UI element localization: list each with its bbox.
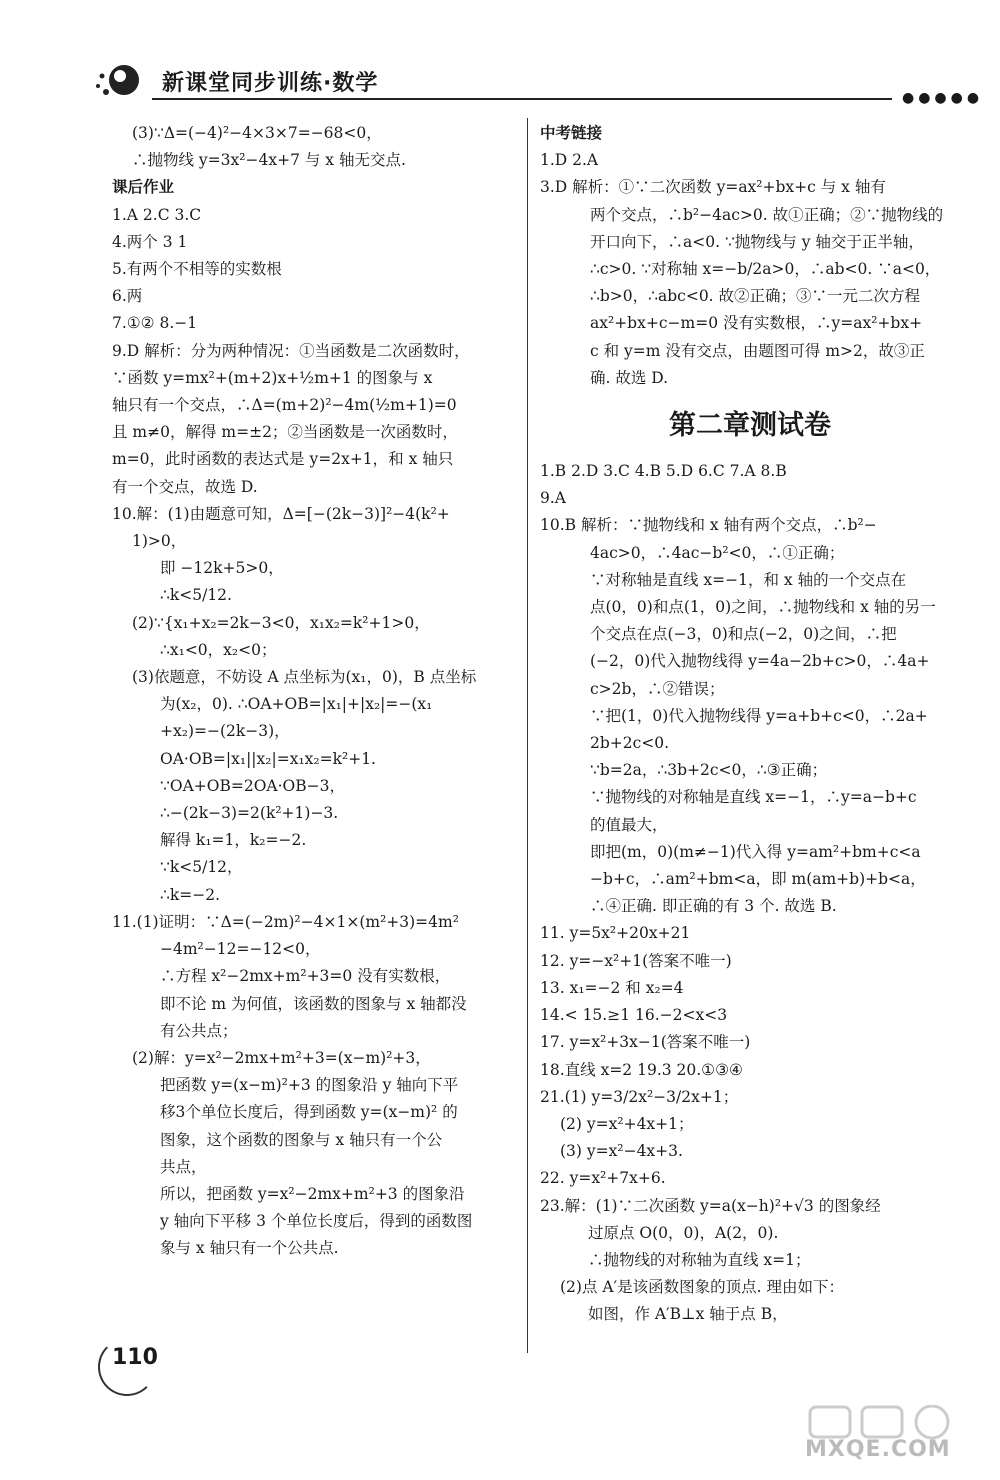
text-line: (3)依题意，不妨设 A 点坐标为(x₁，0)，B 点坐标 — [132, 668, 477, 687]
text-line: ∴x₁<0，x₂<0； — [160, 640, 277, 659]
text-line: 有公共点； — [160, 1021, 238, 1040]
text-line: 即不论 m 为何值，该函数的图象与 x 轴都没 — [160, 994, 467, 1013]
text-line: 13. x₁=−2 和 x₂=4 — [540, 978, 684, 997]
text-line: ∴k=−2. — [160, 885, 221, 904]
text-line: ∴−(2k−3)=2(k²+1)−3. — [160, 804, 339, 823]
text-line: ∵把(1，0)代入抛物线得 y=a+b+c<0，∴2a+ — [590, 706, 928, 725]
text-line: ∴抛物线的对称轴为直线 x=1； — [588, 1250, 811, 1269]
text-line: 9.A — [540, 489, 566, 508]
text-line: 把函数 y=(x−m)²+3 的图象沿 y 轴向下平 — [160, 1076, 459, 1095]
text-line: 轴只有一个交点，∴Δ=(m+2)²−4m(½m+1)=0 — [112, 396, 457, 415]
text-line: ∴④正确. 即正确的有 3 个. 故选 B. — [590, 897, 837, 916]
text-line: ∴k<5/12. — [160, 586, 232, 605]
text-line: 1)>0， — [132, 532, 187, 551]
text-line: 4.两个 3 1 — [112, 232, 188, 251]
text-line: ∵k<5/12， — [160, 858, 243, 877]
book-logo-icon — [92, 62, 140, 102]
text-line: 21.(1) y=3/2x²−3/2x+1； — [540, 1087, 739, 1106]
text-line: 确. 故选 D. — [590, 368, 669, 387]
text-line: 解得 k₁=1，k₂=−2. — [160, 831, 307, 850]
text-line: 1.A 2.C 3.C — [112, 205, 202, 224]
text-line: 即 −12k+5>0， — [160, 559, 284, 578]
text-line: (2)解：y=x²−2mx+m²+3=(x−m)²+3， — [132, 1048, 431, 1067]
watermark-text: MXQE.COM — [805, 1437, 951, 1462]
text-line: 12. y=−x²+1(答案不唯一) — [540, 951, 732, 970]
text-line: 23.解：(1)∵二次函数 y=a(x−h)²+√3 的图象经 — [540, 1196, 881, 1215]
text-line: c>2b，∴②错误； — [590, 679, 725, 698]
header-dots: ●●●●● — [902, 90, 984, 106]
text-line: ∵对称轴是直线 x=−1，和 x 轴的一个交点在 — [590, 570, 907, 589]
page-number: 110 — [112, 1345, 158, 1370]
header-title: 新课堂同步训练·数学 — [162, 71, 379, 96]
left-column — [112, 120, 524, 1263]
text-line: 即把(m，0)(m≠−1)代入得 y=am²+bm+c<a — [590, 842, 921, 861]
text-line: 开口向下，∴a<0. ∵抛物线与 y 轴交于正半轴， — [590, 232, 924, 251]
text-line: 9.D 解析：分为两种情况：①当函数是二次函数时， — [112, 341, 470, 360]
text-line: (3) y=x²−4x+3. — [560, 1142, 683, 1161]
text-line: 6.两 — [112, 287, 143, 306]
text-line: 17. y=x²+3x−1(答案不唯一) — [540, 1033, 751, 1052]
text-line: 象与 x 轴只有一个公共点. — [160, 1239, 339, 1258]
section-heading: 中考链接 — [540, 124, 603, 142]
text-line: 点(0，0)和点(1，0)之间，∴抛物线和 x 轴的另一 — [590, 598, 936, 617]
text-line: 且 m≠0，解得 m=±2；②当函数是一次函数时， — [112, 423, 458, 442]
text-line: +x₂)=−(2k−3)， — [160, 722, 290, 741]
text-line: 2b+2c<0. — [590, 734, 670, 753]
text-line: ∴c>0. ∵对称轴 x=−b/2a>0，∴ab<0. ∵a<0， — [590, 260, 941, 279]
text-line: 为(x₂，0). ∴OA+OB=|x₁|+|x₂|=−(x₁ — [160, 695, 433, 714]
text-line: ∴方程 x²−2mx+m²+3=0 没有实数根， — [160, 967, 451, 986]
text-line: 移3个单位长度后，得到函数 y=(x−m)² 的 — [160, 1103, 458, 1122]
text-line: 过原点 O(0，0)，A(2，0). — [588, 1223, 779, 1242]
text-line: y 轴向下平移 3 个单位长度后，得到的函数图 — [160, 1212, 473, 1231]
text-line: 10.解：(1)由题意可知，Δ=[−(2k−3)]²−4(k²+ — [112, 504, 450, 523]
text-line: 共点， — [160, 1157, 207, 1176]
text-line: 11.(1)证明：∵Δ=(−2m)²−4×1×(m²+3)=4m² — [112, 912, 459, 931]
text-line: −b+c，∴am²+bm<a，即 m(am+b)+b<a， — [590, 870, 926, 889]
text-line: 4ac>0，∴4ac−b²<0，∴①正确； — [590, 543, 845, 562]
text-line: 7.①② 8.−1 — [112, 314, 198, 333]
text-line: 14.< 15.≥1 16.−2<x<3 — [540, 1006, 728, 1025]
text-line: 5.有两个不相等的实数根 — [112, 260, 282, 279]
text-line: 22. y=x²+7x+6. — [540, 1169, 666, 1188]
text-line: 图象，这个函数的图象与 x 轴只有一个公 — [160, 1130, 443, 1149]
text-line: (3)∵Δ=(−4)²−4×3×7=−68<0， — [132, 124, 382, 142]
page-header — [80, 62, 984, 106]
text-line: 1.B 2.D 3.C 4.B 5.D 6.C 7.A 8.B — [540, 462, 787, 481]
text-line: ∵函数 y=mx²+(m+2)x+½m+1 的图象与 x — [112, 368, 433, 387]
section-heading: 课后作业 — [112, 178, 175, 197]
header-rule — [152, 98, 892, 100]
text-line: 11. y=5x²+20x+21 — [540, 924, 691, 943]
text-line: 1.D 2.A — [540, 151, 599, 170]
text-line: ∵OA+OB=2OA·OB−3， — [160, 776, 345, 795]
text-line: OA·OB=|x₁||x₂|=x₁x₂=k²+1. — [160, 749, 376, 768]
text-line: (−2，0)代入抛物线得 y=4a−2b+c>0，∴4a+ — [590, 652, 930, 671]
text-line: ax²+bx+c−m=0 没有实数根，∴y=ax²+bx+ — [590, 314, 923, 333]
text-line: c 和 y=m 没有交点，由题图可得 m>2，故③正 — [590, 341, 925, 360]
column-divider — [527, 118, 528, 1353]
text-line: −4m²−12=−12<0， — [160, 940, 321, 959]
text-line: ∵抛物线的对称轴是直线 x=−1，∴y=a−b+c — [590, 788, 917, 807]
text-line: 18.直线 x=2 19.3 20.①③④ — [540, 1060, 743, 1079]
right-column — [540, 120, 960, 1329]
text-line: ∴b>0，∴abc<0. 故②正确；③∵一元二次方程 — [590, 287, 921, 306]
chapter-title: 第二章测试卷 — [669, 410, 831, 442]
text-line: (2)点 A′是该函数图象的顶点. 理由如下： — [560, 1278, 844, 1297]
text-line: 有一个交点，故选 D. — [112, 477, 258, 496]
text-line: 所以，把函数 y=x²−2mx+m²+3 的图象沿 — [160, 1184, 465, 1203]
text-line: (2)∵{x₁+x₂=2k−3<0，x₁x₂=k²+1>0， — [132, 613, 430, 632]
text-line: 10.B 解析：∵抛物线和 x 轴有两个交点，∴b²− — [540, 516, 877, 535]
text-line: 的值最大， — [590, 815, 668, 834]
text-line: 个交点在点(−3，0)和点(−2，0)之间，∴把 — [590, 625, 897, 644]
text-line: ∵b=2a，∴3b+2c<0，∴③正确； — [590, 761, 828, 780]
text-line: (2) y=x²+4x+1； — [560, 1114, 694, 1133]
text-line: 3.D 解析：①∵二次函数 y=ax²+bx+c 与 x 轴有 — [540, 178, 886, 197]
text-line: 如图，作 A′B⊥x 轴于点 B， — [588, 1305, 788, 1324]
text-line: ∴抛物线 y=3x²−4x+7 与 x 轴无交点. — [132, 151, 406, 170]
text-line: 两个交点，∴b²−4ac>0. 故①正确；②∵抛物线的 — [590, 205, 944, 224]
text-line: m=0，此时函数的表达式是 y=2x+1，和 x 轴只 — [112, 450, 454, 469]
